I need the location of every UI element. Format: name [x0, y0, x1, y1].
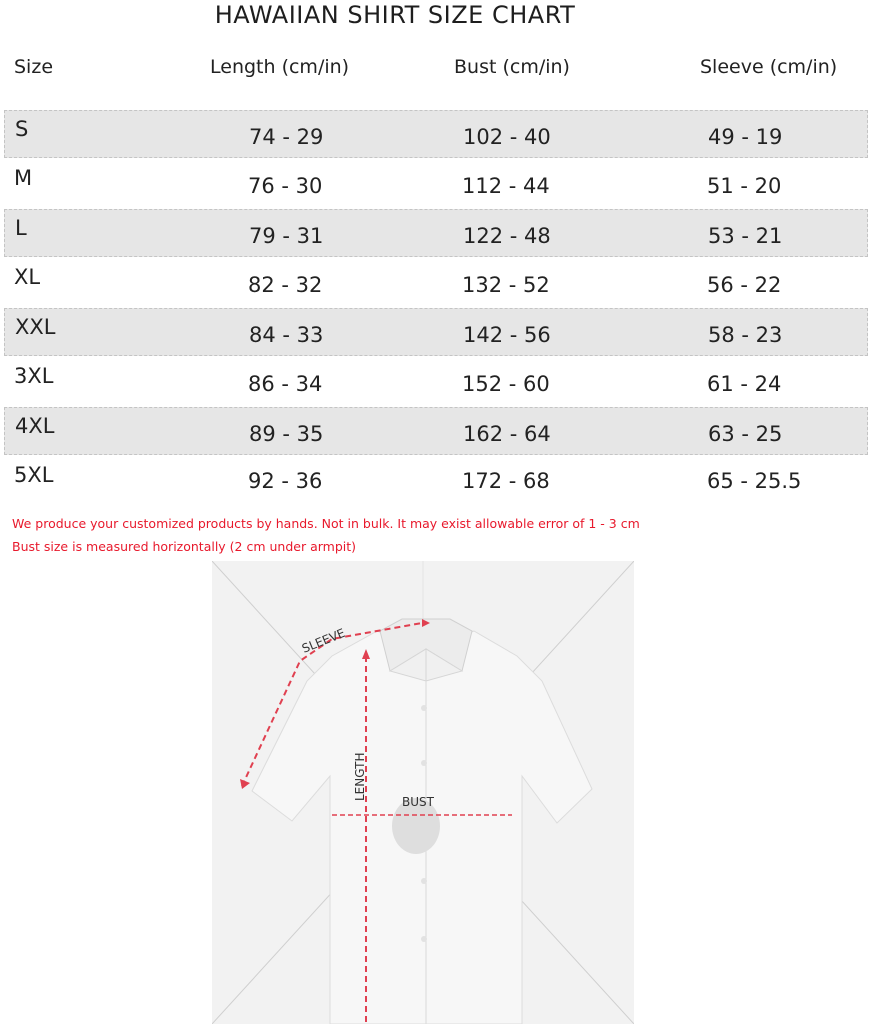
cell-sleeve: 56 - 22 — [707, 273, 782, 297]
cell-length: 79 - 31 — [249, 224, 324, 248]
table-row — [4, 209, 868, 257]
cell-length: 84 - 33 — [249, 323, 324, 347]
table-row — [4, 160, 868, 208]
cell-length: 74 - 29 — [249, 125, 324, 149]
cell-size: 5XL — [14, 463, 54, 487]
cell-size: L — [15, 216, 27, 240]
cell-length: 76 - 30 — [248, 174, 323, 198]
production-note: We produce your customized products by hands. Not in bulk. It may exist allowable error of 1 - 3 cm — [12, 516, 640, 531]
cell-bust: 102 - 40 — [463, 125, 551, 149]
cell-sleeve: 51 - 20 — [707, 174, 782, 198]
cell-length: 82 - 32 — [248, 273, 323, 297]
cell-bust: 132 - 52 — [462, 273, 550, 297]
shirt-measurement-diagram — [212, 561, 634, 1024]
cell-size: XXL — [15, 315, 56, 339]
cell-length: 89 - 35 — [249, 422, 324, 446]
cell-bust: 122 - 48 — [463, 224, 551, 248]
cell-sleeve: 61 - 24 — [707, 372, 782, 396]
cell-size: 4XL — [15, 414, 55, 438]
sleeve-label: SLEEVE — [299, 625, 348, 656]
page-title: HAWAIIAN SHIRT SIZE CHART — [214, 1, 576, 29]
table-row — [4, 358, 868, 406]
cell-length: 92 - 36 — [248, 469, 323, 493]
header-bust: Bust (cm/in) — [454, 56, 570, 78]
cell-length: 86 - 34 — [248, 372, 323, 396]
length-label: LENGTH — [353, 752, 367, 801]
table-row — [4, 407, 868, 455]
bust-label: BUST — [402, 795, 434, 809]
bust-measure-note: Bust size is measured horizontally (2 cm under armpit) — [12, 539, 357, 554]
table-row — [4, 457, 868, 505]
cell-sleeve: 65 - 25.5 — [707, 469, 802, 493]
table-row — [4, 259, 868, 307]
header-size: Size — [14, 56, 54, 78]
cell-size: XL — [14, 265, 41, 289]
header-length: Length (cm/in) — [210, 56, 350, 78]
cell-size: S — [15, 117, 29, 141]
cell-size: 3XL — [14, 364, 54, 388]
cell-bust: 112 - 44 — [462, 174, 550, 198]
table-row — [4, 110, 868, 158]
cell-bust: 142 - 56 — [463, 323, 551, 347]
shirt-illustration-icon — [212, 561, 634, 1024]
cell-sleeve: 58 - 23 — [708, 323, 783, 347]
cell-sleeve: 63 - 25 — [708, 422, 783, 446]
cell-bust: 152 - 60 — [462, 372, 550, 396]
cell-size: M — [14, 166, 33, 190]
cell-sleeve: 53 - 21 — [708, 224, 783, 248]
table-row — [4, 308, 868, 356]
cell-sleeve: 49 - 19 — [708, 125, 783, 149]
header-sleeve: Sleeve (cm/in) — [700, 56, 838, 78]
cell-bust: 172 - 68 — [462, 469, 550, 493]
cell-bust: 162 - 64 — [463, 422, 551, 446]
